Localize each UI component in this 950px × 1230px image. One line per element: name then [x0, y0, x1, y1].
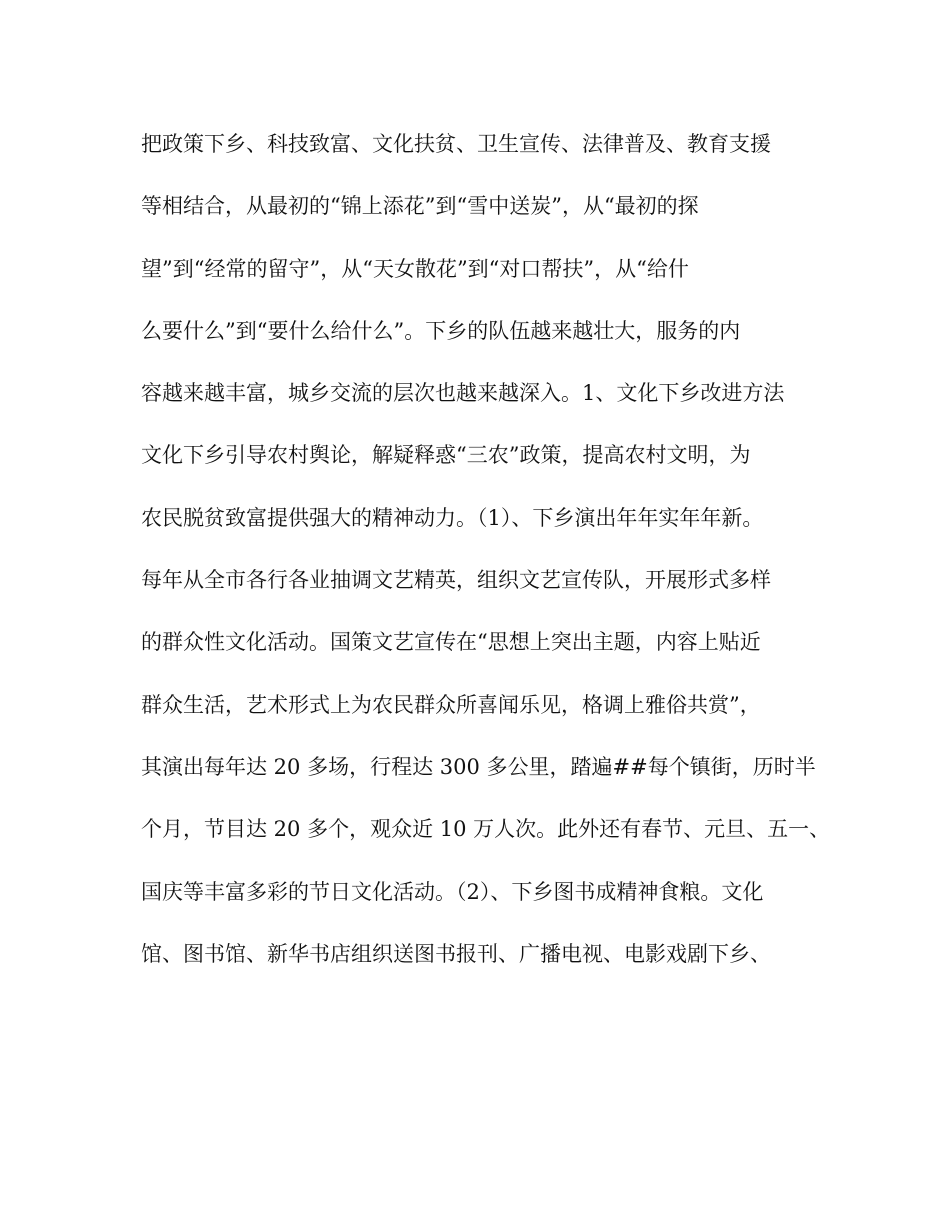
- text-line: 把政策下乡、科技致富、文化扶贫、卫生宣传、法律普及、教育支援: [141, 132, 771, 156]
- text-line: 等相结合，从最初的“锦上添花”到“雪中送炭”，从“最初的探: [141, 194, 699, 219]
- text-line: 其演出每年达 20 多场，行程达 300 多公里，踏遍##每个镇街，历时半: [141, 754, 816, 779]
- body-text: [141, 122, 841, 994]
- text-line: 么要什么”到“要什么给什么”。下乡的队伍越来越壮大，服务的内: [141, 318, 741, 343]
- text-line: 馆、图书馆、新华书店组织送图书报刊、广播电视、电影戏剧下乡、: [141, 941, 771, 966]
- text-line: 国庆等丰富多彩的节日文化活动。（2）、下乡图书成精神食粮。文化: [141, 879, 764, 904]
- text-line: 文化下乡引导农村舆论，解疑释惑“三农”政策，提高农村文明，为: [141, 443, 751, 468]
- text-line: 每年从全市各行各业抽调文艺精英，组织文艺宣传队，开展形式多样: [141, 568, 771, 593]
- text-line: 望”到“经常的留守”，从“天女散花”到“对口帮扶”，从“给什: [141, 256, 689, 281]
- text-line: 个月，节目达 20 多个，观众近 10 万人次。此外还有春节、元旦、五一、: [141, 817, 831, 842]
- text-line: 容越来越丰富，城乡交流的层次也越来越深入。1、文化下乡改进方法: [141, 381, 785, 406]
- text-line: 的群众性文化活动。国策文艺宣传在“思想上突出主题，内容上贴近: [141, 630, 761, 655]
- text-line: 农民脱贫致富提供强大的精神动力。（1）、下乡演出年年实年年新。: [141, 505, 764, 530]
- text-line: 群众生活，艺术形式上为农民群众所喜闻乐见，格调上雅俗共赏”，: [141, 692, 761, 717]
